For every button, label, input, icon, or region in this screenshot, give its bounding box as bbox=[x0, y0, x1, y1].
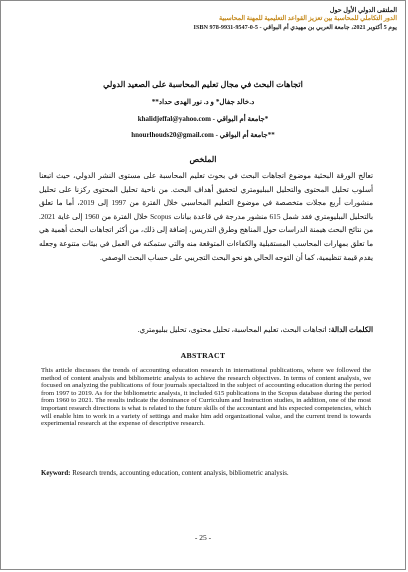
conference-name: الملتقى الدولي الأول حول bbox=[329, 7, 397, 14]
arabic-abstract-heading: الملخص bbox=[189, 155, 217, 164]
article-authors: د.خالد جفال* و د. نور الهدى حداد** bbox=[151, 98, 255, 106]
page-number: - 25 - bbox=[194, 533, 212, 542]
author-affiliation-2: **جامعة أم البواقي - hnourlhouds20@gmail.com bbox=[131, 131, 275, 139]
conference-theme: الدور التكاملي للمحاسبة بين تعزيز القواعد التعليمية للمهنة المحاسبية bbox=[218, 15, 397, 23]
arabic-keywords bbox=[39, 325, 373, 334]
arabic-abstract-body: تعالج الورقة البحثية موضوع اتجاهات البحث في بحوث تعليم المحاسبة على مستوى النشر الدولي، حيث اتبعنا أسلوب تحليل المحتوى والتحليل الببليومتري لتحقيق أهداف البحث. من ناحية تحليل المحتوى ركزنا على تحليل منشورات أربع مجلات متخصصة في موضوع التعليم المحاسبي خلال الفترة من 1997 إلى 2019، أما ما تعلق بالتحليل الببليومتري فقد شمل 615 منشور مدرجة في قاعدة بيانات Scopus خلال الفترة من 1960 إلى غاية 2021. من نتائج البحث هيمنة الدراسات حول المناهج وطرق التدريس، إضافة إلى ذلك، من أكثر اتجاهات البحث أهمية هي ما تعلق بمهارات المحاسب المستقبلية والكفاءات المتوقعة منه والتي ستمكنه في العمل في بيئات متنوعة وجعله يقدم قيمة تنظيمية، كما أن التوجه الحالي هو نحو البحث التجريبي على حساب البحث الوصفي. bbox=[39, 171, 374, 262]
conference-date-isbn: يوم 5 أكتوبر 2021، جامعة العربي بن مهيدي أم البواقي - ISBN 978-9931-9547-0-5 bbox=[193, 23, 397, 31]
english-keywords-label: Keyword: bbox=[41, 470, 71, 477]
conference-header bbox=[97, 7, 397, 32]
english-keywords-list: Research trends, accounting education, content analysis, bibliometric analysis. bbox=[72, 470, 289, 477]
arabic-keywords-label: الكلمات الدالة: bbox=[328, 325, 373, 334]
article-title: اتجاهات البحث في مجال تعليم المحاسبة على الصعيد الدولي bbox=[103, 80, 303, 89]
english-keywords bbox=[41, 470, 371, 478]
arabic-keywords-list: اتجاهات البحث، تعليم المحاسبة، تحليل محتوى، تحليل ببليومتري. bbox=[137, 325, 327, 334]
english-abstract-heading: ABSTRACT bbox=[180, 351, 226, 360]
english-abstract-body: This article discusses the trends of accounting education research in international publications, where we followed the method of content analysis and bibliometric analysis to achieve the research objectives. In terms of content analysis, we focused on analyzing the publications of four journals specialized in the subject of accounting education during the period from 1997 to 2019. As for the bibliometric analysis, it included 615 publications in the Scopus database during the period from 1960 to 2021. The results indicate the dominance of Curriculum and Instruction studies, in addition, one of the most important research directions is what is related to the future skills of the accountant and his expected competencies, which will enable him to work in a variety of settings and make him add organizational value, and the current trend is towards experimental research at the expense of descriptive research. bbox=[41, 367, 371, 428]
author-affiliation-1: *جامعة أم البواقي - khalidjeffal@yahoo.com bbox=[137, 115, 269, 123]
